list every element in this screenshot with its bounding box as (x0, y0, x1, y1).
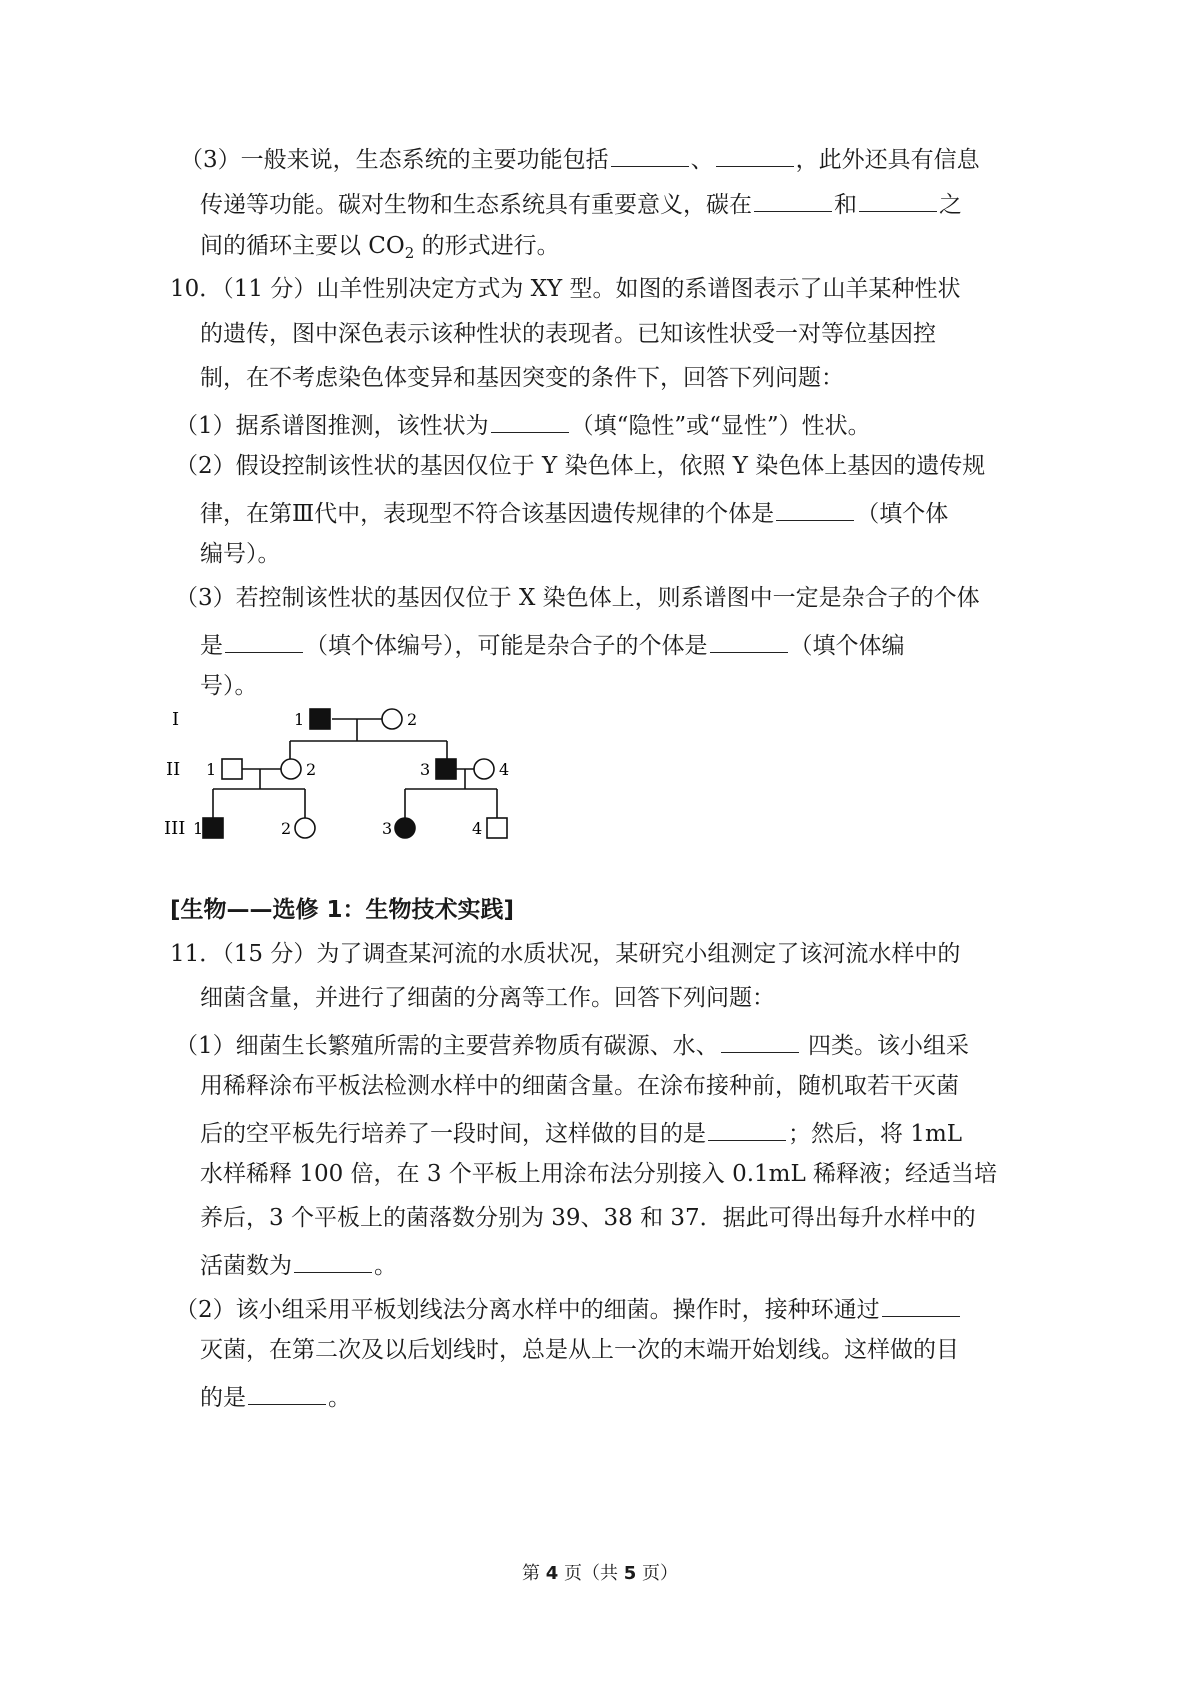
text: 间的循环主要以 CO (200, 233, 405, 259)
text: （1）据系谱图推测，该性状为 (175, 413, 489, 439)
q10-part-1 (175, 406, 871, 442)
q10-part-3-line-3: 号）。 (200, 673, 258, 699)
individual-III-2-female (295, 818, 315, 838)
footer-text: 页） (636, 1563, 678, 1584)
text: 律，在第Ⅲ代中，表现型不符合该基因遗传规律的个体是 (200, 501, 775, 527)
q11-line-1: 11．（15 分）为了调查某河流的水质状况，某研究小组测定了该河流水样中的 (170, 941, 961, 967)
text: 四类。该小组采 (800, 1033, 969, 1059)
q10-line-2: 的遗传，图中深色表示该种性状的表现者。已知该性状受一对等位基因控 (200, 321, 936, 347)
individual-number: 2 (407, 710, 418, 729)
q10-line-3: 制，在不考虑染色体变异和基因突变的条件下，回答下列问题： (200, 365, 844, 391)
individual-number: 1 (193, 819, 204, 838)
text: ，此外还具有信息 (795, 147, 980, 173)
answer-blank[interactable] (491, 406, 569, 433)
answer-blank[interactable] (721, 1026, 799, 1053)
answer-blank[interactable] (611, 140, 689, 167)
page-footer (0, 1562, 1200, 1586)
individual-number: 1 (206, 760, 217, 779)
text: （填“隐性”或“显性”）性状。 (570, 413, 871, 439)
subscript: 2 (404, 244, 415, 262)
answer-blank[interactable] (754, 185, 832, 212)
individual-III-4-male (487, 818, 507, 838)
text: （填个体 (856, 501, 949, 527)
text: 、 (690, 147, 714, 173)
answer-blank[interactable] (710, 626, 788, 653)
q11-part-1-line-6 (200, 1246, 397, 1282)
text: 之 (939, 192, 962, 218)
individual-I-2-female (382, 709, 402, 729)
footer-text: 页（共 (558, 1563, 624, 1584)
individual-I-1-male (310, 709, 330, 729)
q11-part-2-line-3 (200, 1378, 351, 1414)
generation-label: II (166, 759, 181, 780)
answer-blank[interactable] (708, 1114, 786, 1141)
q11-part-1-line-5: 养后，3 个平板上的菌落数分别为 39、38 和 37．据此可得出每升水样中的 (200, 1205, 976, 1231)
total-pages: 5 (623, 1563, 637, 1584)
answer-blank[interactable] (859, 185, 937, 212)
individual-number: 3 (382, 819, 393, 838)
q10-line-1: 10．（11 分）山羊性别决定方式为 XY 型。如图的系谱图表示了山羊某种性状 (170, 276, 961, 302)
answer-blank[interactable] (294, 1246, 372, 1273)
text: ；然后，将 1mL (788, 1121, 963, 1147)
individual-number: 4 (499, 760, 510, 779)
q10-part-3-line-2 (200, 626, 905, 662)
individual-II-4-female (474, 759, 494, 779)
q9-3-line-1 (180, 140, 980, 176)
q10-part-3-line-1: （3）若控制该性状的基因仅位于 X 染色体上，则系谱图中一定是杂合子的个体 (175, 585, 980, 611)
individual-number: 2 (281, 819, 292, 838)
answer-blank[interactable] (248, 1378, 326, 1405)
q11-part-2-line-1 (175, 1290, 962, 1326)
individual-III-1-male (203, 818, 223, 838)
text: （填个体编号），可能是杂合子的个体是 (305, 633, 708, 659)
individual-number: 1 (294, 710, 305, 729)
q9-3-line-2 (200, 185, 962, 221)
text: （3）一般来说，生态系统的主要功能包括 (180, 147, 609, 173)
text: 活菌数为 (200, 1253, 292, 1279)
answer-blank[interactable] (882, 1290, 960, 1317)
q9-3-line-3 (200, 230, 560, 264)
pedigree-chart (160, 703, 540, 853)
text: 传递等功能。碳对生物和生态系统具有重要意义，碳在 (200, 192, 752, 218)
footer-text: 第 (522, 1563, 546, 1584)
text: 后的空平板先行培养了一段时间，这样做的目的是 (200, 1121, 706, 1147)
text: 是 (200, 633, 223, 659)
answer-blank[interactable] (716, 140, 794, 167)
text: 的是 (200, 1385, 246, 1411)
text: 和 (834, 192, 857, 218)
text: （2）该小组采用平板划线法分离水样中的细菌。操作时，接种环通过 (175, 1297, 880, 1323)
text: （填个体编 (789, 633, 905, 659)
individual-II-3-male (436, 759, 456, 779)
text: 。 (374, 1253, 397, 1279)
text: 的形式进行。 (414, 233, 560, 259)
individual-number: 3 (420, 760, 431, 779)
text: 。 (328, 1385, 351, 1411)
q11-part-2-line-2: 灭菌，在第二次及以后划线时，总是从上一次的末端开始划线。这样做的目 (200, 1337, 959, 1363)
q10-part-2-line-2 (200, 494, 948, 530)
text: （1）细菌生长繁殖所需的主要营养物质有碳源、水、 (175, 1033, 719, 1059)
answer-blank[interactable] (776, 494, 854, 521)
q11-part-1-line-2: 用稀释涂布平板法检测水样中的细菌含量。在涂布接种前，随机取若干灭菌 (200, 1073, 959, 1099)
individual-number: 2 (306, 760, 317, 779)
section-heading: [生物——选修 1：生物技术实践] (170, 897, 515, 923)
individual-III-3-female (395, 818, 415, 838)
q10-part-2-line-3: 编号）。 (200, 541, 281, 567)
generation-label: III (164, 818, 186, 839)
q11-part-1-line-3 (200, 1114, 962, 1150)
answer-blank[interactable] (225, 626, 303, 653)
page-number: 4 (545, 1563, 559, 1584)
q10-part-2-line-1: （2）假设控制该性状的基因仅位于 Y 染色体上，依照 Y 染色体上基因的遗传规 (175, 453, 986, 479)
individual-II-1-male (222, 759, 242, 779)
generation-label: I (172, 709, 180, 730)
q11-part-1-line-1 (175, 1026, 969, 1062)
individual-number: 4 (472, 819, 483, 838)
q11-part-1-line-4: 水样稀释 100 倍，在 3 个平板上用涂布法分别接入 0.1mL 稀释液；经适当培 (200, 1161, 998, 1187)
q11-line-2: 细菌含量，并进行了细菌的分离等工作。回答下列问题： (200, 985, 775, 1011)
individual-II-2-female (281, 759, 301, 779)
